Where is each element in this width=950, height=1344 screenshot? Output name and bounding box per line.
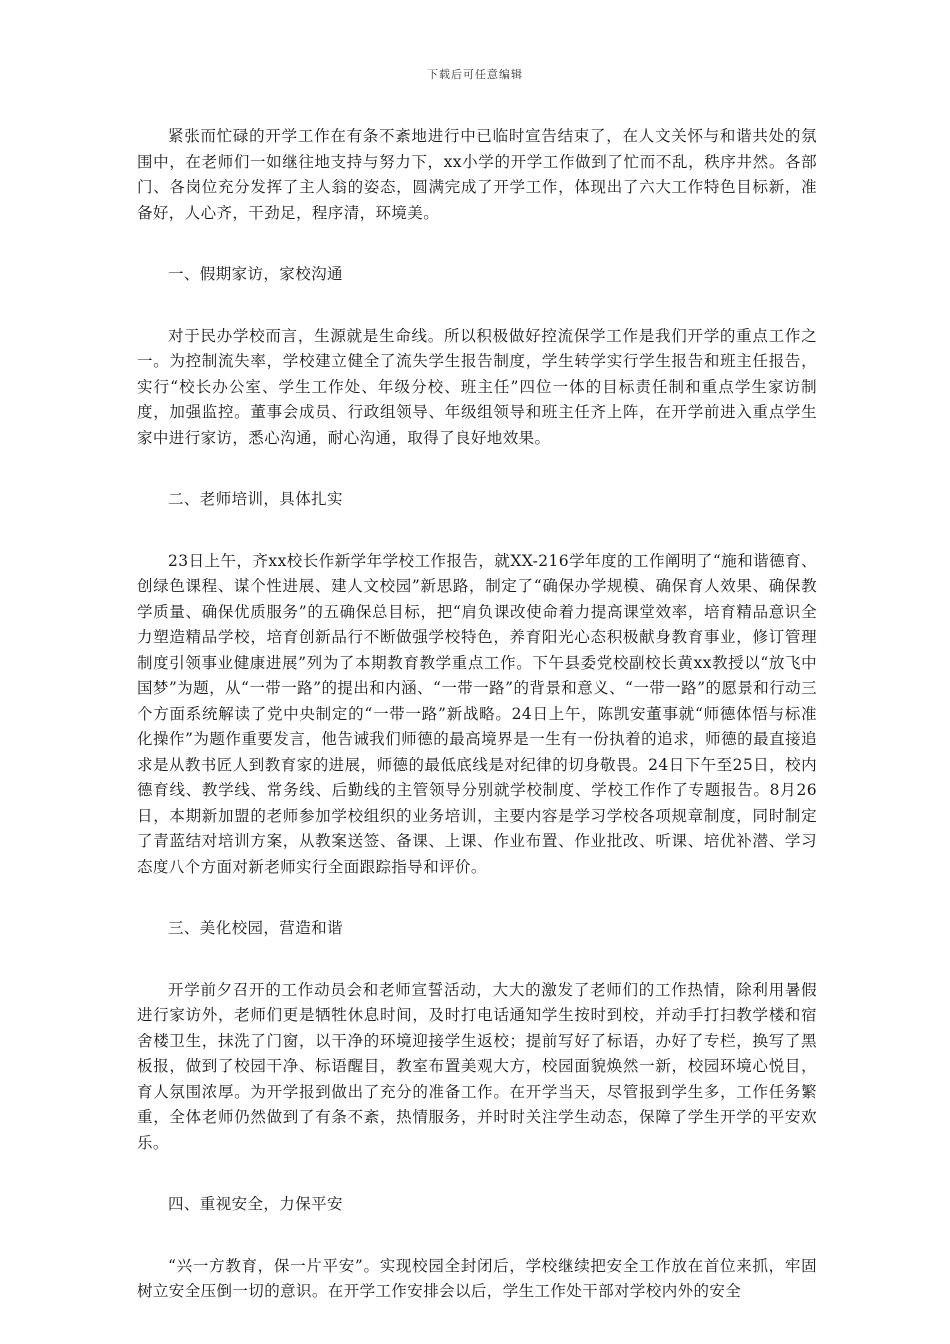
section-paragraph-2: 23日上午，齐xx校长作新学年学校工作报告，就XX-216学年度的工作阐明了“施和谐德育、创绿色课程、谋个性进展、建人文校园”新思路，制定了“确保办学规模、确保育人效果、确保教学质量、确保优质服务”的五确保总目标，把“肩负课改使命着力提高课堂效率，培育精品意识全力塑造精品学校，培育创新品行不断做强学校特色，养育阳光心态积极献身教育事业，修订管理制度引领事业健康进展”列为了本期教育教学重点工作。下午县委党校副校长黄xx教授以“放飞中国梦”为题，从“一带一路”的提出和内涵、“一带一路”的背景和意义、“一带一路”的愿景和行动三个方面系统解读了党中央制定的“一带一路”新战略。24日上午，陈凯安董事就“师德体悟与标准化操作”为题作重要发言，他告诫我们师德的最高境界是一生有一份执着的追求，师德的最直接追求是从教书匠人到教育家的进展，师德的最低底线是对纪律的切身敬畏。24日下午至25日，校内德育线、教学线、常务线、后勤线的主管领导分别就学校制度、学校工作作了专题报告。8月26日，本期新加盟的老师参加学校组织的业务培训，主要内容是学习学校各项规章制度，同时制定了青蓝结对培训方案，从教案送签、备课、上课、作业布置、作业批改、听课、培优补潜、学习态度八个方面对新老师实行全面跟踪指导和评价。 bbox=[137, 551, 817, 876]
document-body bbox=[137, 124, 817, 1305]
spacer bbox=[137, 880, 817, 916]
spacer bbox=[137, 288, 817, 324]
spacer bbox=[137, 1156, 817, 1192]
spacer bbox=[137, 226, 817, 262]
spacer bbox=[137, 451, 817, 487]
section-heading-3: 三、美化校园，营造和谐 bbox=[168, 919, 343, 937]
intro-paragraph: 紧张而忙碌的开学工作在有条不紊地进行中已临时宣告结束了，在人文关怀与和谐共处的氛围中，在老师们一如继往地支持与努力下，xx小学的开学工作做到了忙而不乱，秩序井然。各部门、各岗位充分发挥了主人翁的姿态，圆满完成了开学工作，体现出了六大工作特色目标新，准备好，人心齐，干劲足，程序清，环境美。 bbox=[137, 127, 817, 222]
section-heading-4: 四、重视安全，力保平安 bbox=[168, 1195, 343, 1213]
spacer bbox=[137, 1218, 817, 1254]
section-heading-1: 一、假期家访，家校沟通 bbox=[168, 265, 343, 283]
spacer bbox=[137, 513, 817, 549]
section-heading-2: 二、老师培训，具体扎实 bbox=[168, 490, 343, 508]
spacer bbox=[137, 942, 817, 978]
section-paragraph-3: 开学前夕召开的工作动员会和老师宣誓活动，大大的激发了老师们的工作热情，除利用暑假进行家访外，老师们更是牺牲休息时间，及时打电话通知学生按时到校，并动手打扫教学楼和宿舍楼卫生，抹洗了门窗，以干净的环境迎接学生返校；提前写好了标语，办好了专栏，换写了黑板报，做到了校园干净、标语醒目，教室布置美观大方，校园面貌焕然一新，校园环境心悦目，育人氛围浓厚。为开学报到做出了充分的准备工作。在开学当天，尽管报到学生多，工作任务繁重，全体老师仍然做到了有条不紊，热情服务，并时时关注学生动态，保障了学生开学的平安欢乐。 bbox=[137, 980, 817, 1152]
section-paragraph-1: 对于民办学校而言，生源就是生命线。所以积极做好控流保学工作是我们开学的重点工作之一。为控制流失率，学校建立健全了流失学生报告制度，学生转学实行学生报告和班主任报告，实行“校长办公室、学生工作处、年级分校、班主任”四位一体的目标责任制和重点学生家访制度，加强监控。董事会成员、行政组领导、年级组领导和班主任齐上阵，在开学前进入重点学生家中进行家访，悉心沟通，耐心沟通，取得了良好地效果。 bbox=[137, 326, 817, 447]
section-paragraph-4: “兴一方教育，保一片平安”。实现校园全封闭后，学校继续把安全工作放在首位来抓，牢固树立安全压倒一切的意识。在开学工作安排会以后，学生工作处干部对学校内外的安全 bbox=[137, 1256, 817, 1300]
header-note: 下载后可任意编辑 bbox=[427, 68, 523, 81]
